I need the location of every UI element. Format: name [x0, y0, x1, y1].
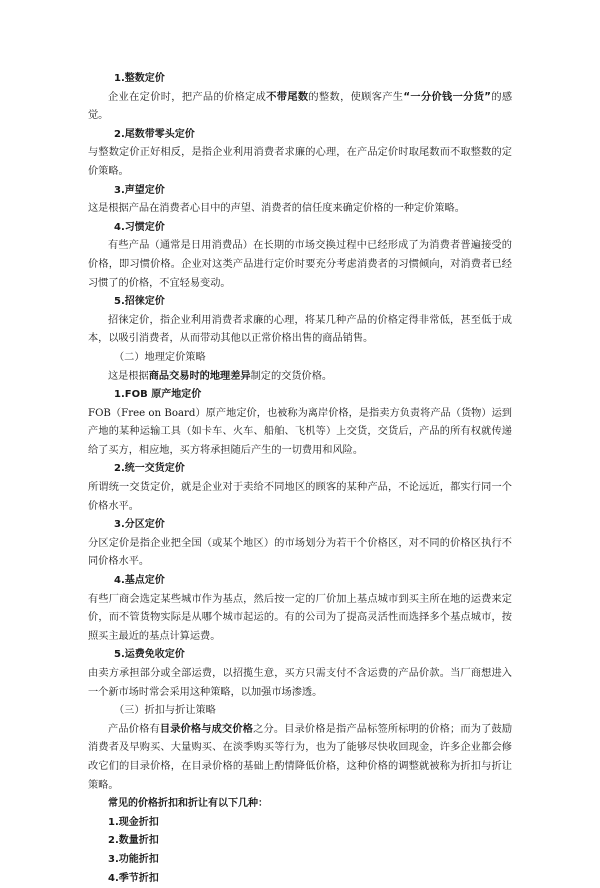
document-body: [88, 70, 512, 888]
heading-freight-absorption-pricing: 5.运费免收定价: [114, 649, 185, 661]
emphasis-list-vs-transaction: 目录价格与成交价格: [159, 723, 254, 735]
heading-prestige-pricing: 3.声望定价: [114, 184, 165, 196]
heading-zone-pricing: 3.分区定价: [114, 519, 165, 531]
paragraph-integer-pricing: 企业在定价时，把产品的价格定成不带尾数的整数，使顾客产生“一分价钱一分货”的感觉。: [88, 91, 513, 122]
paragraph-basing-point-pricing: 有些厂商会选定某些城市作为基点，然后按一定的厂价加上基点城市到买主所在地的运费来定价，而不管货物实际是从哪个城市起运的。有的公司为了提高灵活性而选择多个基点城市，按照买主最近的基点计算运费。: [88, 593, 512, 642]
paragraph-geographic-pricing: 这是根据商品交易时的地理差异制定的交货价格。: [108, 370, 333, 382]
heading-loss-leader-pricing: 5.招徕定价: [114, 296, 165, 308]
paragraph-zone-pricing: 分区定价是指企业把全国（或某个地区）的市场划分为若干个价格区，对不同的价格区执行不同价格水平。: [88, 537, 512, 568]
paragraph-loss-leader-pricing: 招徕定价，指企业利用消费者求廉的心理，将某几种产品的价格定得非常低，甚至低于成本，以吸引消费者，从而带动其他以正常价格出售的商品销售。: [88, 314, 512, 345]
list-item: 3.功能折扣: [108, 853, 159, 865]
heading-fob-pricing: 1.FOB 原产地定价: [114, 389, 202, 401]
heading-odd-pricing: 2.尾数带零头定价: [114, 128, 195, 140]
emphasis-no-tail: 不带尾数: [266, 91, 309, 103]
heading-habit-pricing: 4.习惯定价: [114, 221, 165, 233]
section-geographic-pricing: （二）地理定价策略: [114, 351, 206, 363]
paragraph-discount-pricing: 产品价格有目录价格与成交价格之分。目录价格是指产品标签所标明的价格；而为了鼓励消费者及早购买、大量购买、在淡季购买等行为，也为了能够尽快收回现金，许多企业都会修改它们的目录价格，在目录价格的基础上酌情降低价格，这种价格的调整就被称为折扣与折让策略。: [88, 723, 513, 791]
emphasis-geographic: 商品交易时的地理差异: [148, 370, 251, 382]
paragraph-fob-pricing: FOB（Free on Board）原产地定价，也被称为离岸价格，是指卖方负责将产品（货物）运到产地的某种运输工具（如卡车、火车、船舶、飞机等）上交货，交货后，产品的所有权就传递给了买方，相应地，买方将承担随后产生的一切费用和风险。: [88, 407, 512, 456]
heading-basing-point-pricing: 4.基点定价: [114, 575, 165, 587]
list-item: 2.数量折扣: [108, 835, 159, 847]
paragraph-uniform-delivered-pricing: 所谓统一交货定价，就是企业对于卖给不同地区的顾客的某种产品，不论远近，都实行同一个价格水平。: [88, 482, 512, 512]
paragraph-freight-absorption-pricing: 由卖方承担部分或全部运费，以招揽生意，买方只需支付不含运费的产品价款。当厂商想进入一个新市场时常会采用这种策略，以加强市场渗透。: [88, 668, 512, 698]
list-item: 1.现金折扣: [108, 816, 159, 828]
heading-uniform-delivered-pricing: 2.统一交货定价: [114, 463, 185, 475]
paragraph-habit-pricing: 有些产品（通常是日用消费品）在长期的市场交换过程中已经形成了为消费者普遍接受的价格，即习惯价格。企业对这类产品进行定价时要充分考虑消费者的习惯倾向，对消费者已经习惯了的价格，不宜轻易变动。: [88, 240, 512, 289]
paragraph-odd-pricing: 与整数定价正好相反，是指企业利用消费者求廉的心理，在产品定价时取尾数而不取整数的定价策略。: [88, 147, 512, 177]
section-discount-pricing: （三）折扣与折让策略: [114, 705, 216, 717]
list-item: 4.季节折扣: [108, 872, 159, 884]
paragraph-prestige-pricing: 这是根据产品在消费者心目中的声望、消费者的信任度来确定价格的一种定价策略。: [88, 203, 465, 215]
emphasis-quote: “一分价钱一分货”: [403, 91, 491, 103]
heading-integer-pricing: 1.整数定价: [114, 73, 165, 84]
heading-discount-types: 常见的价格折扣和折让有以下几种：: [108, 798, 268, 810]
